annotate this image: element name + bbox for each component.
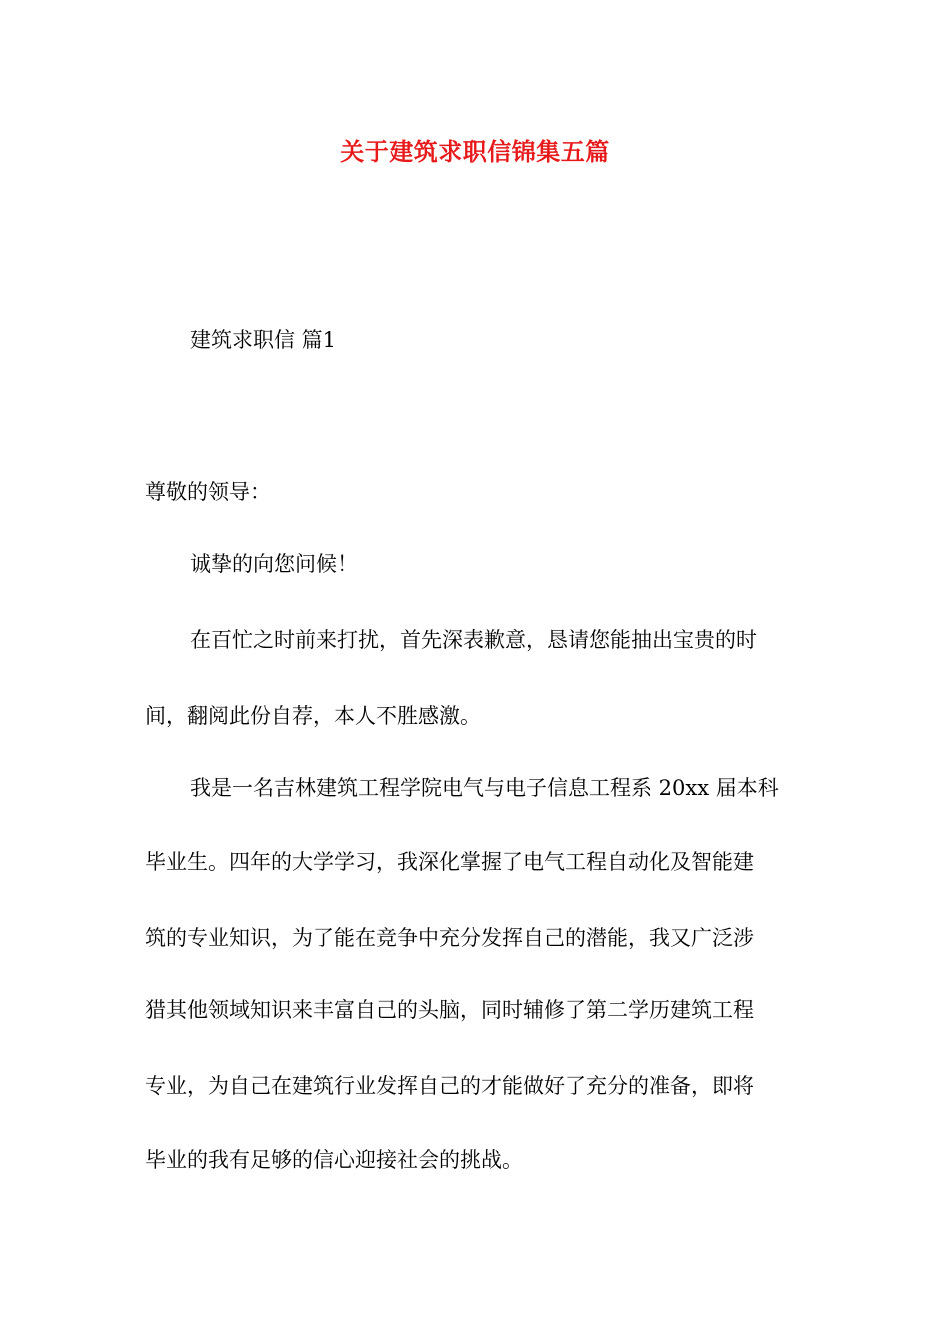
paragraph-1-line-1: 在百忙之时前来打扰，首先深表歉意，恳请您能抽出宝贵的时 (190, 628, 757, 652)
salutation: 尊敬的领导： (145, 480, 271, 504)
section-heading: 建筑求职信 篇1 (190, 328, 337, 352)
paragraph-1-line-2: 间，翻阅此份自荐，本人不胜感激。 (145, 704, 481, 728)
greeting: 诚挚的向您问候！ (190, 552, 358, 576)
paragraph-2-line-3: 筑的专业知识，为了能在竞争中充分发挥自己的潜能，我又广泛涉 (145, 926, 754, 950)
document-title: 关于建筑求职信锦集五篇 (340, 137, 610, 166)
paragraph-2-line-6: 毕业的我有足够的信心迎接社会的挑战。 (145, 1148, 523, 1172)
paragraph-2-line-1: 我是一名吉林建筑工程学院电气与电子信息工程系 20xx 届本科 (190, 776, 779, 800)
paragraph-2-line-4: 猎其他领域知识来丰富自己的头脑，同时辅修了第二学历建筑工程 (145, 998, 754, 1022)
paragraph-2-line-5: 专业，为自己在建筑行业发挥自己的才能做好了充分的准备，即将 (145, 1074, 754, 1098)
paragraph-2-line-2: 毕业生。四年的大学学习，我深化掌握了电气工程自动化及智能建 (145, 850, 754, 874)
